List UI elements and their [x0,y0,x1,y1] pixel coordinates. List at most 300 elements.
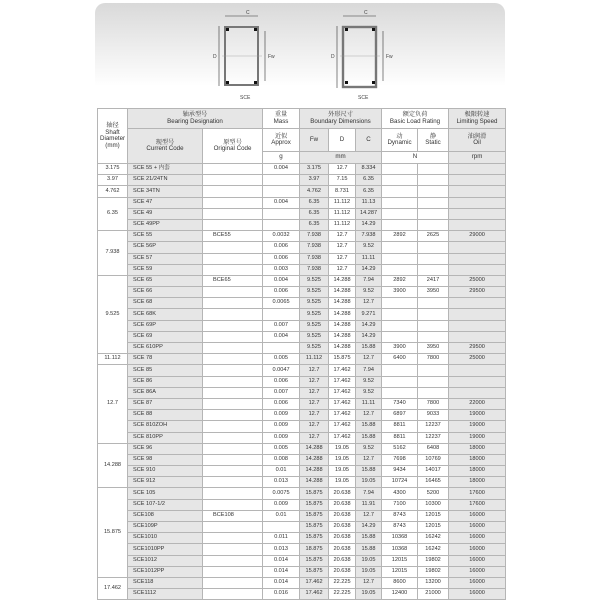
limiting-speed-cell: 17600 [449,488,506,499]
limiting-speed-cell [449,264,506,275]
static-load-cell [418,264,449,275]
limiting-speed-cell: 29500 [449,343,506,354]
c-cell: 9.52 [356,376,382,387]
table-row [98,410,506,421]
c-cell: 11.11 [356,398,382,409]
static-load-cell [418,186,449,197]
original-code-cell [203,398,263,409]
c-header: C [356,129,382,152]
d-cell: 19.05 [329,454,356,465]
fw-cell: 15.875 [300,510,329,521]
d-cell: 17.462 [329,432,356,443]
limiting-speed-cell: 18000 [449,443,506,454]
mass-cell: 0.007 [263,320,300,331]
diagram-caption: SCE [240,95,251,101]
c-cell: 7.938 [356,231,382,242]
fw-cell: 15.875 [300,488,329,499]
boundary-dimensions-header: 外形尺寸 Boundary Dimensions [300,109,382,129]
original-code-cell [203,522,263,533]
table-row [98,343,506,354]
fw-cell: 9.525 [300,331,329,342]
static-load-cell: 14017 [418,466,449,477]
original-code-cell [203,320,263,331]
dim-d-label: D [213,54,217,60]
mass-cell: 0.014 [263,577,300,588]
limiting-speed-cell: 29500 [449,287,506,298]
mass-cell: 0.01 [263,466,300,477]
d-cell: 20.638 [329,533,356,544]
fw-cell: 3.175 [300,164,329,175]
static-load-cell: 21000 [418,589,449,600]
original-code-cell [203,410,263,421]
mass-cell [263,208,300,219]
d-cell: 20.638 [329,566,356,577]
current-code-cell: SCE109P [128,522,203,533]
c-cell: 11.13 [356,197,382,208]
fw-cell: 15.875 [300,499,329,510]
c-cell: 12.7 [356,410,382,421]
current-code-cell: SCE1112 [128,589,203,600]
table-row [98,164,506,175]
c-cell: 12.7 [356,298,382,309]
sce-bearing-diagram-1 [205,11,295,99]
limiting-speed-cell: 25000 [449,354,506,365]
c-cell: 11.91 [356,499,382,510]
table-row [98,589,506,600]
dim-c-label: C [364,10,368,16]
fw-cell: 6.35 [300,197,329,208]
table-row [98,197,506,208]
fw-cell: 12.7 [300,376,329,387]
static-load-cell: 7800 [418,354,449,365]
mass-cell: 0.009 [263,421,300,432]
original-code-cell [203,186,263,197]
static-load-cell [418,298,449,309]
dynamic-load-cell [382,164,418,175]
dynamic-load-cell: 3900 [382,287,418,298]
table-row [98,398,506,409]
static-load-cell: 6408 [418,443,449,454]
dynamic-load-cell [382,264,418,275]
c-cell: 14.29 [356,331,382,342]
d-cell: 17.462 [329,398,356,409]
limiting-speed-cell: 18000 [449,454,506,465]
static-load-cell [418,208,449,219]
d-cell: 11.112 [329,197,356,208]
current-code-header: 现型号 Current Code [128,129,203,164]
c-cell: 7.94 [356,275,382,286]
mass-unit: g [263,152,300,164]
mass-cell: 0.006 [263,398,300,409]
current-code-cell: SCE 66 [128,287,203,298]
table-row [98,354,506,365]
d-cell: 19.05 [329,477,356,488]
limiting-speed-cell: 16000 [449,555,506,566]
current-code-cell: SCE 65 [128,275,203,286]
current-code-cell: SCE 107-1/2 [128,499,203,510]
fw-cell: 12.7 [300,365,329,376]
table-row [98,499,506,510]
original-code-cell: BCE65 [203,275,263,286]
shaft-diameter-cell: 17.462 [98,577,128,599]
c-cell: 8.334 [356,164,382,175]
c-cell: 9.52 [356,443,382,454]
dim-d-label: D [331,54,335,60]
static-load-cell [418,164,449,175]
dynamic-load-cell [382,376,418,387]
mass-cell [263,522,300,533]
d-cell: 17.462 [329,387,356,398]
fw-cell: 9.525 [300,320,329,331]
d-cell: 11.112 [329,219,356,230]
limiting-speed-cell: 19000 [449,432,506,443]
static-load-cell [418,387,449,398]
limiting-speed-cell: 16000 [449,589,506,600]
current-code-cell: SCE 49PP [128,219,203,230]
c-cell: 14.287 [356,208,382,219]
c-cell: 9.271 [356,309,382,320]
static-header: 静 Static [418,129,449,152]
d-cell: 22.225 [329,589,356,600]
table-row [98,577,506,588]
d-cell: 19.05 [329,443,356,454]
dynamic-load-cell: 7340 [382,398,418,409]
fw-cell: 7.938 [300,231,329,242]
table-row [98,533,506,544]
dynamic-load-cell [382,320,418,331]
static-load-cell: 13200 [418,577,449,588]
static-load-cell: 10769 [418,454,449,465]
dynamic-load-cell: 2892 [382,231,418,242]
limiting-speed-cell: 25000 [449,275,506,286]
c-cell: 14.29 [356,264,382,275]
original-code-cell [203,219,263,230]
dynamic-load-cell: 3900 [382,343,418,354]
dynamic-load-cell: 4300 [382,488,418,499]
c-cell: 11.11 [356,253,382,264]
dynamic-load-cell: 8811 [382,432,418,443]
dynamic-load-cell: 12400 [382,589,418,600]
current-code-cell: SCE 68K [128,309,203,320]
static-load-cell [418,242,449,253]
d-cell: 17.462 [329,365,356,376]
current-code-cell: SCE 610PP [128,343,203,354]
limiting-speed-cell [449,387,506,398]
original-code-cell [203,488,263,499]
static-load-cell [418,376,449,387]
original-code-cell [203,309,263,320]
original-code-cell [203,197,263,208]
shaft-diameter-cell: 14.288 [98,443,128,488]
fw-cell: 15.875 [300,566,329,577]
shaft-diameter-header: 轴径 Shaft Diameter (mm) [98,109,128,164]
original-code-cell [203,208,263,219]
limiting-speed-cell: 16000 [449,566,506,577]
static-load-cell: 12015 [418,510,449,521]
fw-cell: 7.938 [300,253,329,264]
static-load-cell: 16465 [418,477,449,488]
table-row [98,208,506,219]
mass-cell: 0.013 [263,544,300,555]
current-code-cell: SCE 68 [128,298,203,309]
limiting-speed-cell [449,309,506,320]
table-row [98,387,506,398]
table-row [98,175,506,186]
current-code-cell: SCE 47 [128,197,203,208]
original-code-cell [203,589,263,600]
limiting-speed-cell [449,253,506,264]
static-load-cell: 7800 [418,398,449,409]
dynamic-header: 动 Dynamic [382,129,418,152]
dynamic-load-cell [382,331,418,342]
dynamic-load-cell [382,309,418,320]
fw-cell: 7.938 [300,264,329,275]
dynamic-load-cell: 8743 [382,522,418,533]
c-cell: 15.88 [356,533,382,544]
c-cell: 7.94 [356,365,382,376]
d-cell: 20.638 [329,544,356,555]
current-code-cell: SCE 88 [128,410,203,421]
mass-cell: 0.0047 [263,365,300,376]
fw-cell: 6.35 [300,219,329,230]
static-load-cell: 5200 [418,488,449,499]
dynamic-load-cell [382,219,418,230]
dynamic-load-cell: 2892 [382,275,418,286]
original-code-cell: BCE55 [203,231,263,242]
dynamic-load-cell: 10368 [382,533,418,544]
c-cell: 14.29 [356,320,382,331]
d-cell: 20.638 [329,555,356,566]
fw-cell: 6.35 [300,208,329,219]
original-code-cell [203,454,263,465]
static-load-cell [418,219,449,230]
limiting-speed-cell: 16000 [449,544,506,555]
dimension-unit: mm [300,152,382,164]
c-cell: 15.88 [356,432,382,443]
dynamic-load-cell: 8600 [382,577,418,588]
c-cell: 12.7 [356,354,382,365]
dynamic-load-cell: 10724 [382,477,418,488]
d-cell: 14.288 [329,343,356,354]
static-load-cell: 2625 [418,231,449,242]
c-cell: 12.7 [356,510,382,521]
limiting-speed-cell [449,331,506,342]
fw-cell: 17.462 [300,577,329,588]
d-cell: 12.7 [329,164,356,175]
static-load-cell [418,309,449,320]
limiting-speed-cell [449,376,506,387]
original-code-cell [203,432,263,443]
original-code-cell [203,164,263,175]
original-code-cell [203,253,263,264]
d-cell: 11.112 [329,208,356,219]
original-code-cell: BCE108 [203,510,263,521]
static-load-cell: 16242 [418,544,449,555]
fw-cell: 4.762 [300,186,329,197]
fw-cell: 14.288 [300,466,329,477]
c-cell: 14.29 [356,219,382,230]
shaft-diameter-cell: 4.762 [98,186,128,197]
limiting-speed-cell [449,365,506,376]
d-header: D [329,129,356,152]
current-code-cell: SCE1012 [128,555,203,566]
table-row [98,275,506,286]
mass-cell: 0.009 [263,410,300,421]
limiting-speed-cell [449,186,506,197]
limiting-speed-cell: 29000 [449,231,506,242]
fw-cell: 9.525 [300,287,329,298]
fw-cell: 11.112 [300,354,329,365]
original-code-cell [203,365,263,376]
fw-cell: 12.7 [300,410,329,421]
current-code-cell: SCE 105 [128,488,203,499]
table-row [98,566,506,577]
dynamic-load-cell [382,365,418,376]
d-cell: 22.225 [329,577,356,588]
table-row [98,331,506,342]
c-cell: 15.88 [356,421,382,432]
original-code-cell [203,577,263,588]
c-cell: 9.52 [356,287,382,298]
dynamic-load-cell: 6400 [382,354,418,365]
dynamic-load-cell: 8811 [382,421,418,432]
mass-cell: 0.004 [263,197,300,208]
limiting-speed-cell [449,298,506,309]
current-code-cell: SCE 78 [128,354,203,365]
table-row [98,544,506,555]
table-row [98,320,506,331]
table-row [98,443,506,454]
mass-cell: 0.006 [263,376,300,387]
d-cell: 17.462 [329,376,356,387]
d-cell: 12.7 [329,231,356,242]
mass-cell: 0.005 [263,443,300,454]
original-code-cell [203,376,263,387]
original-code-cell [203,443,263,454]
original-code-cell [203,555,263,566]
fw-cell: 9.525 [300,343,329,354]
original-code-cell [203,331,263,342]
current-code-cell: SCE 55 + 内套 [128,164,203,175]
oil-header: 油润滑 Oil [449,129,506,152]
table-row [98,253,506,264]
d-cell: 7.15 [329,175,356,186]
d-cell: 15.875 [329,354,356,365]
original-code-cell [203,387,263,398]
mass-cell: 0.013 [263,477,300,488]
mass-cell [263,343,300,354]
original-code-cell [203,466,263,477]
table-row [98,477,506,488]
static-load-cell [418,331,449,342]
mass-cell: 0.003 [263,264,300,275]
fw-cell: 12.7 [300,421,329,432]
dynamic-load-cell: 5162 [382,443,418,454]
static-load-cell [418,365,449,376]
mass-cell: 0.006 [263,253,300,264]
fw-cell: 14.288 [300,454,329,465]
fw-cell: 7.938 [300,242,329,253]
table-row [98,522,506,533]
fw-cell: 14.288 [300,477,329,488]
fw-cell: 18.875 [300,544,329,555]
c-cell: 12.7 [356,454,382,465]
static-load-cell: 19802 [418,555,449,566]
original-code-cell [203,175,263,186]
d-cell: 19.05 [329,466,356,477]
fw-cell: 15.875 [300,533,329,544]
dim-fw-label: Fw [386,54,393,60]
d-cell: 8.731 [329,186,356,197]
static-load-cell: 2417 [418,275,449,286]
table-row [98,309,506,320]
table-row [98,231,506,242]
table-row [98,242,506,253]
mass-cell: 0.014 [263,555,300,566]
limiting-speed-cell [449,242,506,253]
table-row [98,287,506,298]
d-cell: 12.7 [329,242,356,253]
mass-cell: 0.004 [263,164,300,175]
limiting-speed-cell: 16000 [449,577,506,588]
dynamic-load-cell: 9434 [382,466,418,477]
original-code-cell [203,354,263,365]
current-code-cell: SCE 59 [128,264,203,275]
current-code-cell: SCE 69 [128,331,203,342]
table-row [98,219,506,230]
current-code-cell: SCE 87 [128,398,203,409]
table-row [98,365,506,376]
d-cell: 14.288 [329,331,356,342]
static-load-cell: 16242 [418,533,449,544]
static-load-cell: 3950 [418,287,449,298]
original-code-cell [203,477,263,488]
limiting-speed-cell: 19000 [449,421,506,432]
fw-header: Fw [300,129,329,152]
mass-cell: 0.009 [263,432,300,443]
c-cell: 12.7 [356,577,382,588]
mass-cell [263,309,300,320]
static-load-cell: 12015 [418,522,449,533]
dynamic-load-cell [382,186,418,197]
current-code-cell: SCE 21/24TN [128,175,203,186]
table-row [98,432,506,443]
load-unit: N [382,152,449,164]
table-row [98,510,506,521]
bearing-spec-table [97,108,506,600]
table-row [98,454,506,465]
original-code-cell [203,544,263,555]
table-row [98,264,506,275]
bearing-designation-header: 轴承型号 Bearing Designation [128,109,263,129]
dynamic-load-cell: 12015 [382,555,418,566]
current-code-cell: SCE108 [128,510,203,521]
mass-cell: 0.014 [263,566,300,577]
current-code-cell: SCE 810PP [128,432,203,443]
mass-cell: 0.009 [263,499,300,510]
static-load-cell [418,253,449,264]
d-cell: 12.7 [329,264,356,275]
static-load-cell: 10300 [418,499,449,510]
fw-cell: 14.288 [300,443,329,454]
current-code-cell: SCE 98 [128,454,203,465]
limiting-speed-cell: 17600 [449,499,506,510]
c-cell: 6.35 [356,186,382,197]
current-code-cell: SCE1010PP [128,544,203,555]
mass-cell: 0.005 [263,354,300,365]
limiting-speed-cell [449,164,506,175]
current-code-cell: SCE118 [128,577,203,588]
